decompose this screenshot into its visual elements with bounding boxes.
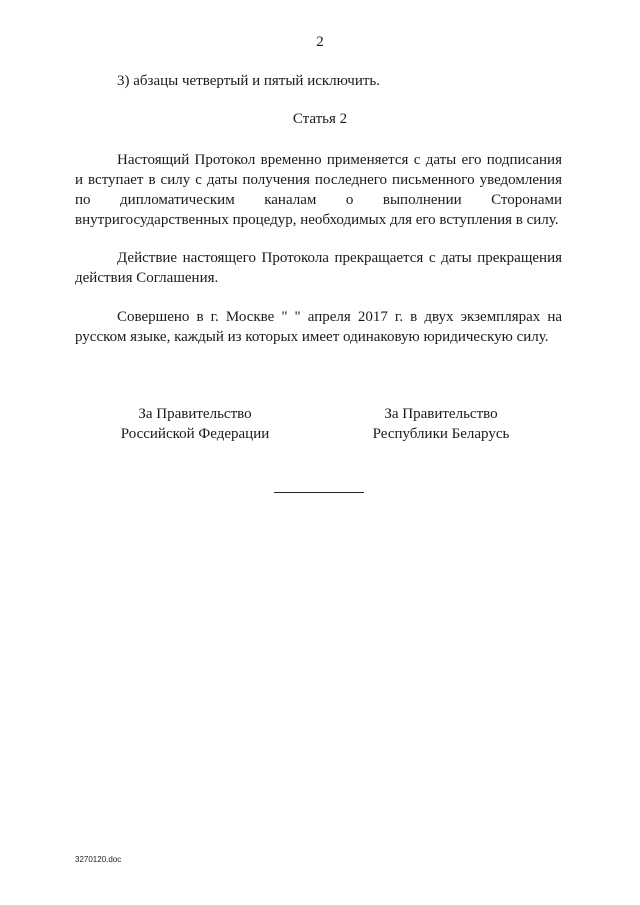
page-number: 2 [316,34,324,50]
article-heading: Статья 2 [292,111,348,127]
signature-russia-line2: Российской Федерации [120,426,270,442]
signature-belarus-line2: Республики Беларусь [372,426,510,442]
list-item-3: 3) абзацы четвертый и пятый исключить. [117,73,381,89]
document-code: 3270120.doc [75,855,122,864]
signature-block-russia [100,404,290,444]
paragraph-termination: Действие настоящего Протокола прекращается с даты прекращения действия Соглашения. [75,250,562,286]
signature-russia-line1: За Правительство [138,406,252,422]
paragraph-entry-into-force: Настоящий Протокол временно применяется с даты его подписания и вступает в силу с даты получения последнего письменного уведомления по дипломатическим каналам о выполнении Сторонами внутригосударственных процедур, необходимых для его вступления в силу. [75,152,562,228]
signature-belarus-line1: За Правительство [384,406,498,422]
end-of-document-rule [274,492,364,493]
paragraph-done-at: Совершено в г. Москве " " апреля 2017 г. в двух экземплярах на русском языке, каждый из которых имеет одинаковую юридическую силу. [75,309,562,345]
signature-block-belarus [346,404,536,444]
